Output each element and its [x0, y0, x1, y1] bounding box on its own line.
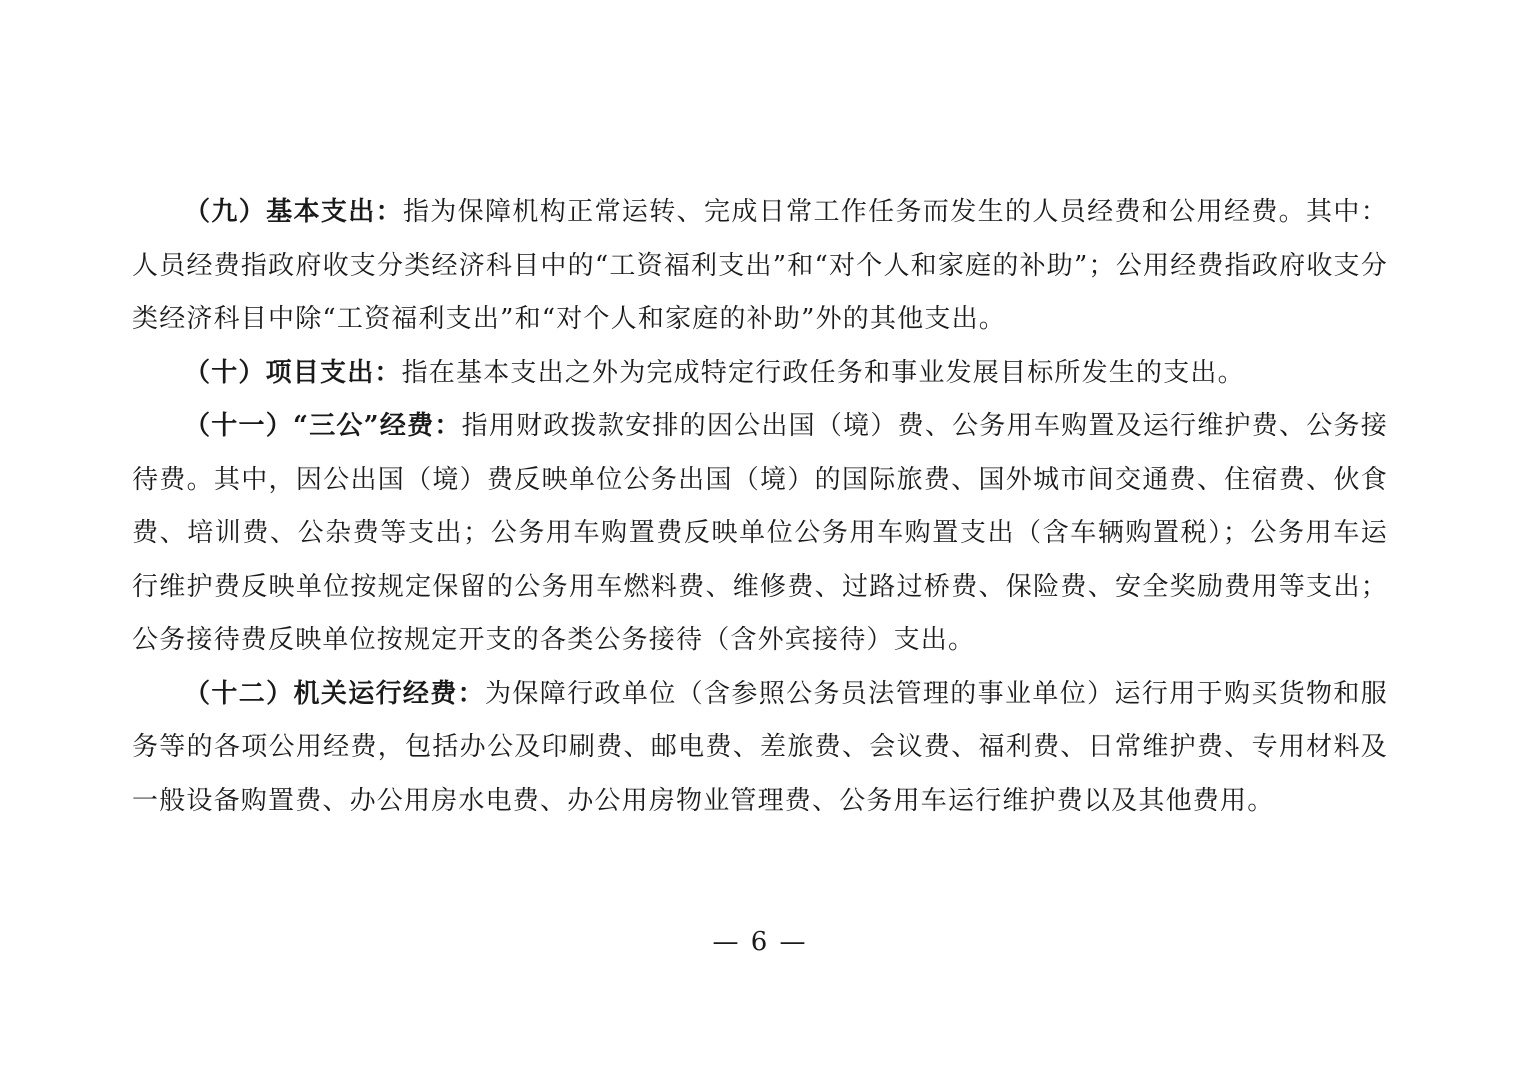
paragraph-agency-operating-expenses: [132, 668, 1388, 829]
paragraph-three-public-expenses: [132, 400, 1388, 668]
definition-basic-expenditure: 指为保障机构正常运转、完成日常工作任务而发生的人员经费和公用经费。其中：人员经费指政府收支分类经济科目中的“工资福利支出”和“对个人和家庭的补助”；公用经费指政府收支分类经济科目中除“工资福利支出”和“对个人和家庭的补助”外的其他支出。: [132, 197, 1388, 334]
definition-agency-operating-expenses: 为保障行政单位（含参照公务员法管理的事业单位）运行用于购买货物和服务等的各项公用经费，包括办公及印刷费、邮电费、差旅费、会议费、福利费、日常维护费、专用材料及一般设备购置费、办公用房水电费、办公用房物业管理费、公务用车运行维护费以及其他费用。: [132, 678, 1388, 816]
term-basic-expenditure: （九）基本支出：: [184, 197, 403, 227]
paragraph-project-expenditure: [132, 347, 1388, 401]
definition-three-public-expenses: 指用财政拨款安排的因公出国（境）费、公务用车购置及运行维护费、公务接待费。其中，因公出国（境）费反映单位公务出国（境）的国际旅费、国外城市间交通费、住宿费、伙食费、培训费、公杂费等支出；公务用车购置费反映单位公务用车购置支出（含车辆购置税）；公务用车运行维护费反映单位按规定保留的公务用车燃料费、维修费、过路过桥费、保险费、安全奖励费用等支出；公务接待费反映单位按规定开支的各类公务接待（含外宾接待）支出。: [132, 411, 1388, 655]
term-three-public-expenses: （十一）“三公”经费：: [184, 411, 462, 441]
page-number: — 6 —: [712, 927, 808, 957]
document-body: [132, 186, 1388, 828]
term-agency-operating-expenses: （十二）机关运行经费：: [184, 678, 486, 709]
definition-project-expenditure: 指在基本支出之外为完成特定行政任务和事业发展目标所发生的支出。: [401, 357, 1245, 388]
term-project-expenditure: （十）项目支出：: [184, 357, 402, 388]
paragraph-basic-expenditure: [132, 186, 1388, 347]
